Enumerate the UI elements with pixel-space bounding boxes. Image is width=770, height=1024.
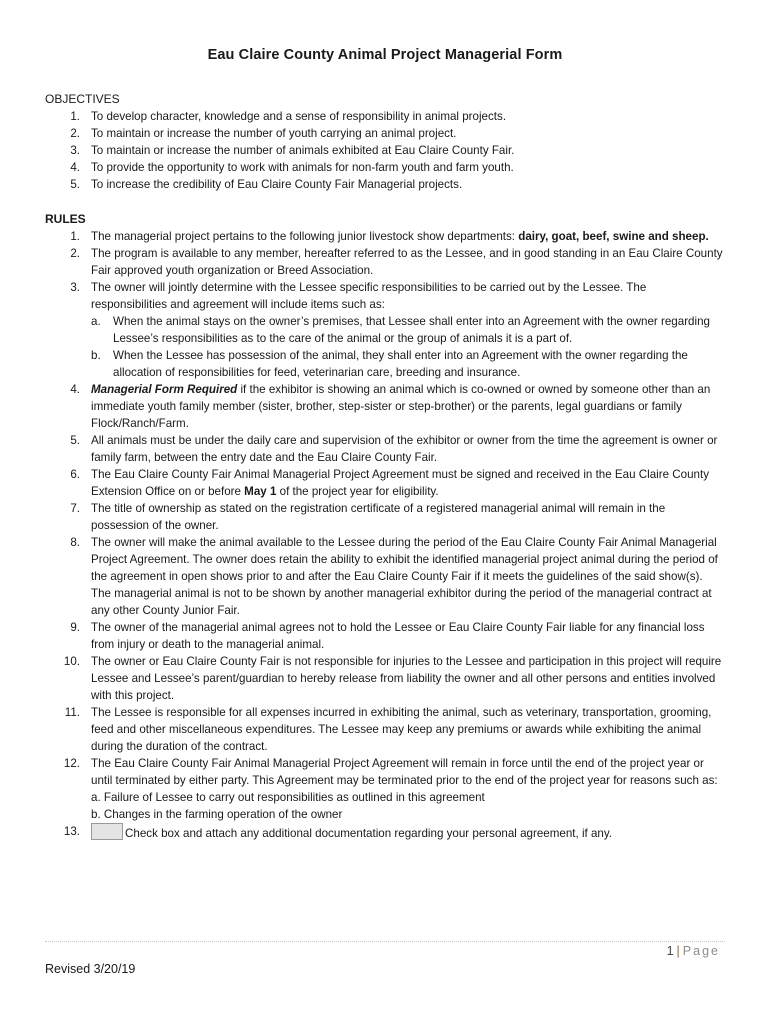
rule-5: 5. All animals must be under the daily care and supervision of the exhibitor or owner from the time the agreement is owner or family farm, between the entry date and the Eau Claire County Fair.	[70, 434, 718, 464]
footer-divider	[45, 941, 725, 942]
rule-11: 11. The Lessee is responsible for all expenses incurred in exhibiting the animal, such as veterinary, transportation, grooming, feed and other miscellaneous expenditures. The Lessee may keep any premiums or awards while exhibiting the animal during the duration of the contract.	[64, 706, 712, 753]
rule-3-b: b. When the Lessee has possession of the animal, they shall enter into an Agreement with the owner regarding the allocation of responsibilities for feed, veterinarian care, breeding and insurance.	[91, 349, 688, 379]
page-title: Eau Claire County Animal Project Managerial Form	[207, 47, 563, 63]
page-number: 1 | Page	[666, 944, 720, 958]
list-item: 3. To maintain or increase the number of animals exhibited at Eau Claire County Fair.	[70, 144, 515, 157]
objectives-section	[45, 91, 725, 193]
rule-10: 10. The owner or Eau Claire County Fair is not responsible for injuries to the Lessee and participation in this project will require Lessee and Lessee’s parent/guardian to hereby release from liability the owner and all other persons and entities involved with this project.	[63, 655, 722, 702]
rule-2: 2. The program is available to any member, hereafter referred to as the Lessee, and in good standing in an Eau Claire County Fair approved youth organization or Breed Association.	[70, 247, 723, 277]
list-item: 2. To maintain or increase the number of youth carrying an animal project.	[70, 127, 457, 140]
rule-3: 3. The owner will jointly determine with the Lessee specific responsibilities to be carried out by the Lessee. The responsibilities and agreement will include items such as: a. When the animal stays on the owner’s premises, that Lessee shall enter into an Agreement with the owner regarding Lessee’s responsibilities as to the care of the animal or the group of animals it is a part of. b. When the Lessee has possession of the animal, they shall enter into an Agreement with the owner regarding the allocation of responsibilities for feed, veterinarian care, breeding and insurance.	[45, 279, 725, 381]
additional-documentation-checkbox[interactable]	[91, 823, 123, 840]
rules-heading: RULES	[45, 212, 86, 226]
rule-13: 13. Check box and attach any additional documentation regarding your personal agreement, if any.	[63, 825, 613, 840]
rule-12: 12. The Eau Claire County Fair Animal Managerial Project Agreement will remain in force until the end of the project year or until terminated by either party. This Agreement may be terminated prior to the end of the project year for reasons such as: a. Failure of Lessee to carry out responsibilities as outlined in this agreement b. Changes in the farming operation of the owner	[45, 755, 725, 823]
rule-7: 7. The title of ownership as stated on the registration certificate of a registered managerial animal will remain in the possession of the owner.	[70, 502, 666, 532]
list-item: 1. To develop character, knowledge and a sense of responsibility in animal projects.	[70, 110, 507, 123]
rule-4: 4. Managerial Form Required if the exhibitor is showing an animal which is co-owned or owned by someone other than an immediate youth family member (sister, brother, step-sister or step-brother) or the parents, legal guardians or family Flock/Ranch/Farm.	[70, 383, 711, 430]
objectives-list	[45, 108, 725, 193]
rule-6: 6. The Eau Claire County Fair Animal Managerial Project Agreement must be signed and received in the Eau Claire County Extension Office on or before May 1 of the project year for eligibility.	[70, 468, 710, 498]
rules-section	[45, 211, 725, 842]
rules-list	[45, 228, 725, 842]
rule-3-a: a. When the animal stays on the owner’s premises, that Lessee shall enter into an Agreement with the owner regarding Lessee’s responsibilities as to the care of the animal or the group of animals it is a part of.	[91, 315, 710, 345]
managerial-form-required: Managerial Form Required	[91, 383, 238, 396]
list-item: 5. To increase the credibility of Eau Claire County Fair Managerial projects.	[70, 178, 463, 191]
rule-8: 8. The owner will make the animal available to the Lessee during the period of the Eau Claire County Fair Animal Managerial Project Agreement. The owner does retain the ability to exhibit the identified managerial project animal during the period of the agreement in open shows prior to and after the Eau Claire County Fair if it meets the guidelines of the said show(s). The managerial animal is not to be shown by another managerial exhibitor during the period of the managerial contract at any other County Junior Fair.	[70, 536, 718, 617]
rule-9: 9. The owner of the managerial animal agrees not to hold the Lessee or Eau Claire County Fair liable for any financial loss from injury or death to the managerial animal.	[70, 621, 705, 651]
rule-12-b: b. Changes in the farming operation of the owner	[91, 808, 343, 821]
objectives-heading: OBJECTIVES	[45, 92, 120, 106]
rule-1: 1. The managerial project pertains to the following junior livestock show departments: dairy, goat, beef, swine and sheep.	[70, 230, 709, 243]
rule-12-a: a. Failure of Lessee to carry out responsibilities as outlined in this agreement	[91, 791, 485, 804]
list-item: 4. To provide the opportunity to work with animals for non-farm youth and farm youth.	[70, 161, 514, 174]
revised-date: Revised 3/20/19	[45, 962, 136, 976]
